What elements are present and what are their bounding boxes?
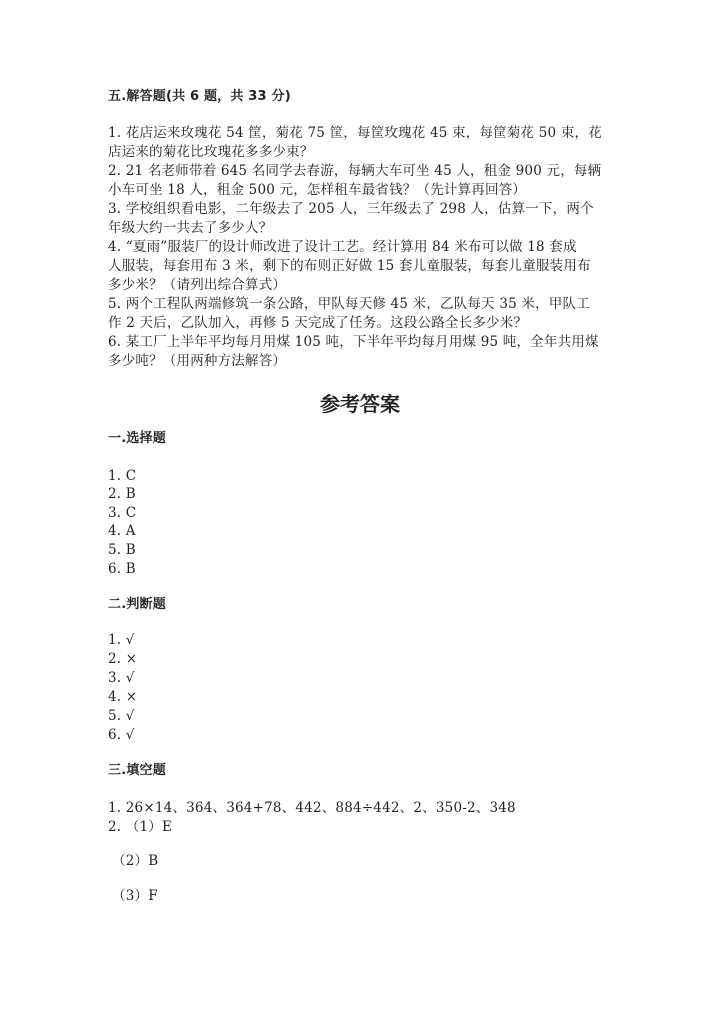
judge-answer: 4. ×	[108, 689, 138, 705]
fill-answer: （3）F	[112, 888, 158, 904]
judge-answer: 5. √	[108, 708, 135, 724]
choice-answer: 3. C	[108, 505, 137, 521]
choice-answer: 2. B	[108, 486, 136, 502]
fill-heading: 三.填空题	[108, 763, 166, 778]
fill-answer: （2）B	[112, 853, 159, 869]
answers-title: 参考答案	[320, 392, 400, 416]
choice-heading: 一.选择题	[108, 431, 166, 446]
section5-heading: 五.解答题(共 6 题，共 33 分)	[108, 89, 291, 104]
choice-answer: 6. B	[108, 561, 136, 577]
judge-heading: 二.判断题	[108, 597, 166, 612]
choice-answer: 4. A	[108, 523, 136, 539]
fill-answer: 1. 26×14、364、364+78、442、884÷442、2、350-2、348	[108, 800, 516, 816]
choice-answer: 1. C	[108, 468, 137, 484]
judge-answer: 1. √	[108, 632, 135, 648]
fill-answer: 2. （1）E	[108, 819, 173, 835]
judge-answer: 6. √	[108, 727, 135, 743]
choice-answer: 5. B	[108, 542, 136, 558]
judge-answer: 3. √	[108, 670, 135, 686]
judge-answer: 2. ×	[108, 651, 138, 667]
